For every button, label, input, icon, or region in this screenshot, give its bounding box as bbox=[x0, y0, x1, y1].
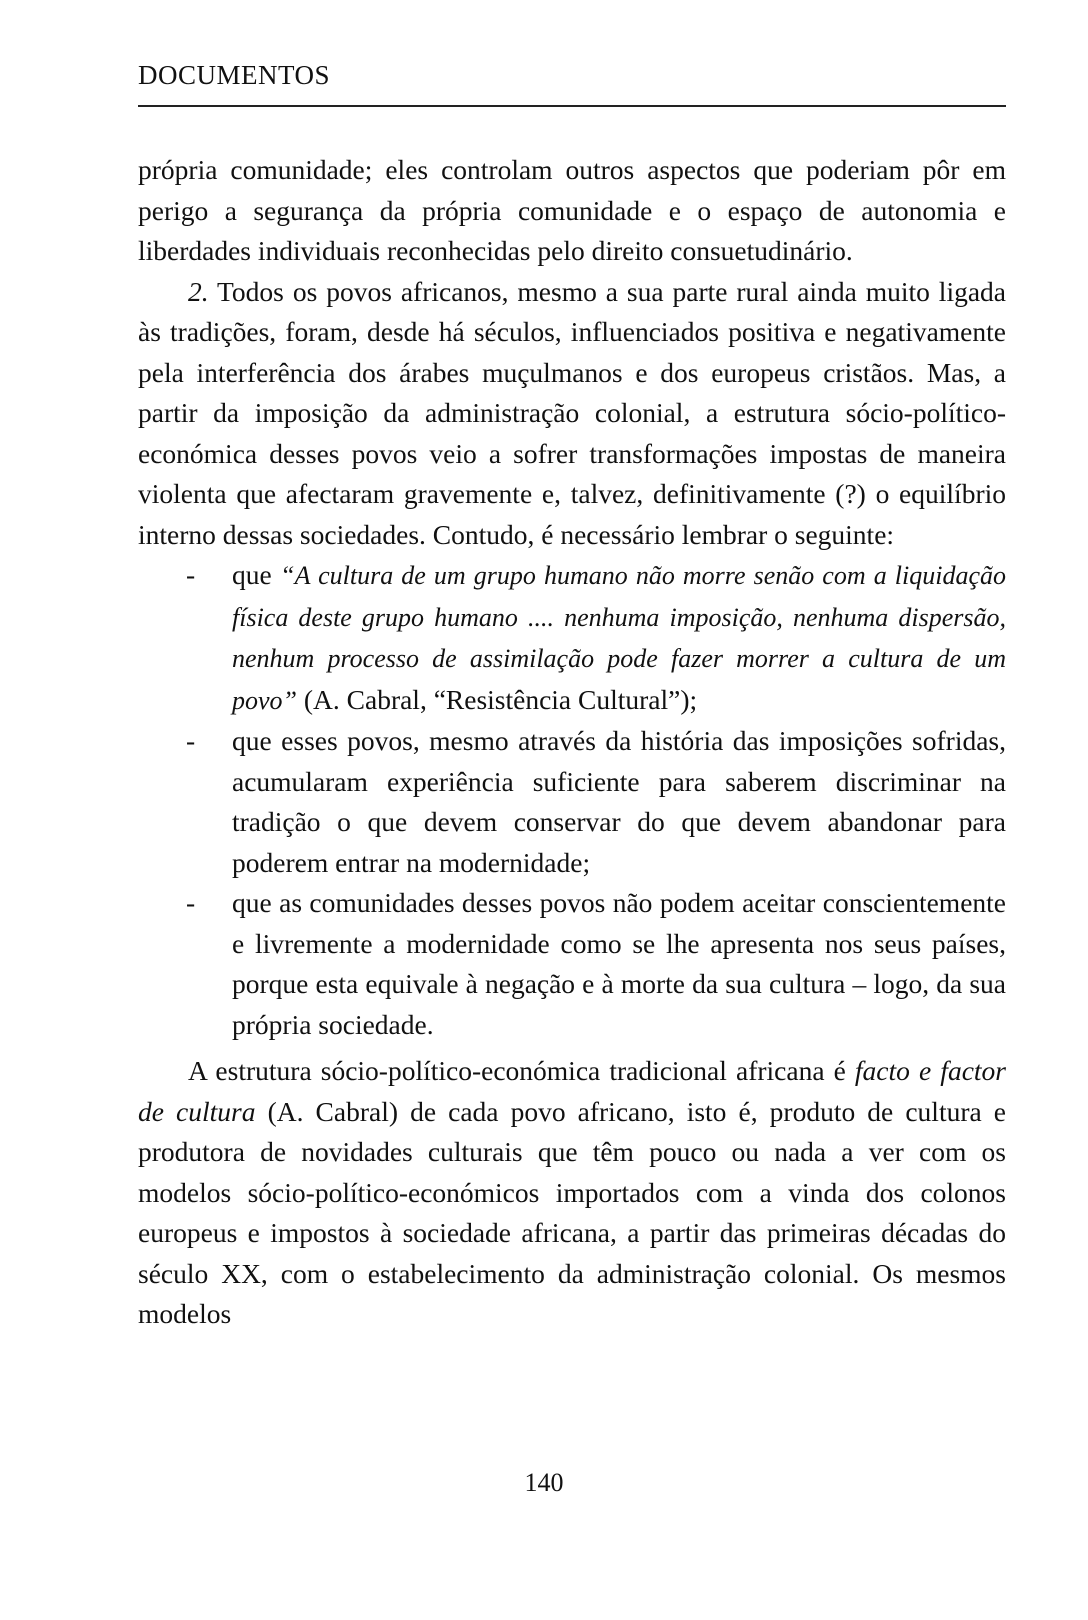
cabral-quote: “A cultura de um grupo humano não morre senão com a liquidação física deste grupo humano .... nenhuma imposição, nenhuma dispersão, nenhum processo de assimilação pode fazer morrer a cultura de um povo” bbox=[232, 561, 1006, 715]
bullet-3-text: que as comunidades desses povos não podem aceitar conscientemente e livremente a modernidade como se lhe apresenta nos seus países, porque esta equivale à negação e à morte da sua cultura – logo, da sua própria sociedade. bbox=[232, 887, 1006, 1040]
running-head: DOCUMENTOS bbox=[138, 60, 331, 90]
bullet-2-text: que esses povos, mesmo através da história das imposições sofridas, acumularam experiência suficiente para saberem discriminar na tradição o que devem conservar do que devem abandonar para poderem entrar na modernidade; bbox=[232, 725, 1006, 878]
bullet-item bbox=[138, 721, 1006, 883]
bullet-dash: - bbox=[186, 887, 196, 918]
bullet-item bbox=[138, 555, 1006, 721]
bullet-dash: - bbox=[186, 725, 196, 756]
bullet-list bbox=[138, 555, 1006, 1045]
body-text bbox=[138, 150, 1006, 1335]
paragraph-3-rest: (A. Cabral) de cada povo africano, isto é, produto de cultura e produtora de novidades culturais que têm pouco ou nada a ver com os modelos sócio-político-económicos importados com a vinda dos colonos europeus e impostos à sociedade africana, a partir das primeiras décadas do século XX, com o estabelecimento da administração colonial. Os mesmos modelos bbox=[138, 1095, 1006, 1329]
paragraph-2-text: Todos os povos africanos, mesmo a sua parte rural ainda muito ligada às tradições, foram, desde há séculos, influenciados positiva e negativamente pela interferência dos árabes muçulmanos e dos europeus cristãos. Mas, a partir da imposição da administração colonial, a estrutura sócio-político-económica desses povos veio a sofrer transformações impostas de maneira violenta que afectaram gravemente e, talvez, definitivamente (?) o equilíbrio interno dessas sociedades. Contudo, é necessário lembrar o seguinte: bbox=[138, 275, 1006, 550]
bullet-item bbox=[138, 883, 1006, 1045]
paragraph-3-emphasis: facto e factor de cultura bbox=[138, 1055, 1006, 1127]
paragraph-2 bbox=[138, 272, 1006, 556]
page-number: 140 bbox=[524, 1468, 564, 1497]
bullet-1-lead: que bbox=[232, 559, 281, 590]
header-rule bbox=[138, 105, 1006, 107]
bullet-1-citation: (A. Cabral, “Resistência Cultural”); bbox=[297, 683, 698, 715]
paragraph-3 bbox=[138, 1051, 1006, 1335]
paragraph-continuation: própria comunidade; eles controlam outros aspectos que poderiam pôr em perigo a segurança da própria comunidade e o espaço de autonomia e liberdades individuais reconhecidas pelo direito consuetudinário. bbox=[138, 154, 1006, 266]
paragraph-number: 2. bbox=[188, 275, 209, 307]
paragraph-3-start: A estrutura sócio-político-económica tradicional africana é bbox=[188, 1055, 855, 1086]
bullet-dash: - bbox=[186, 559, 196, 590]
